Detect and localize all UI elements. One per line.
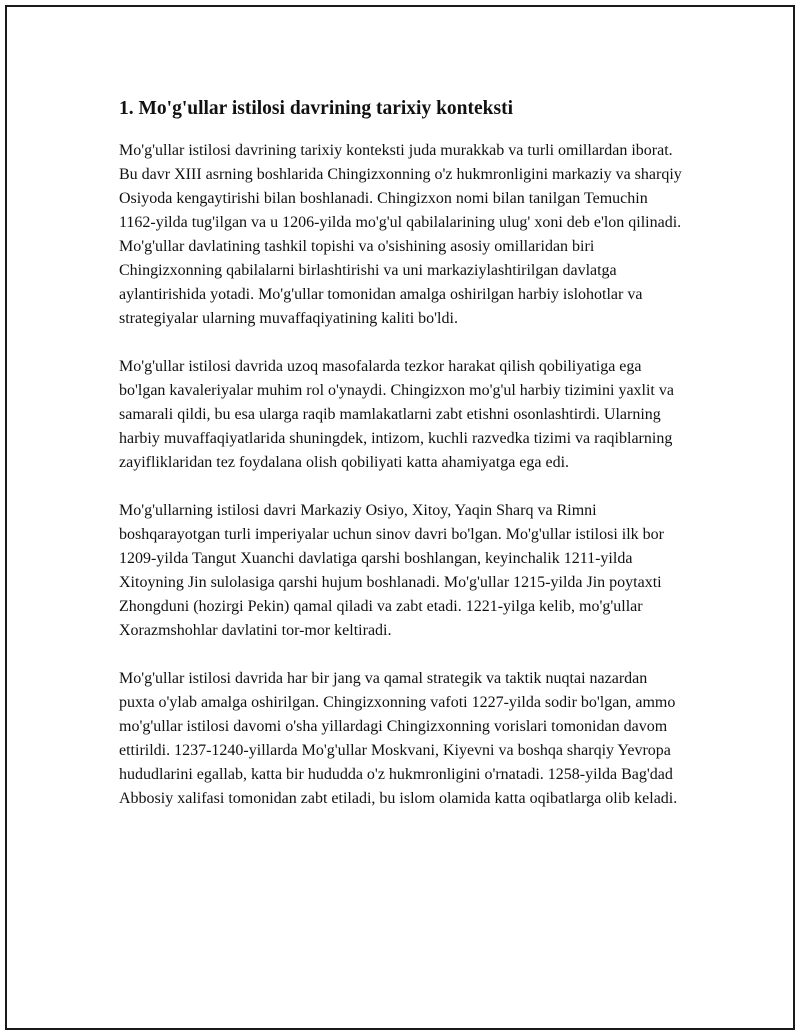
section-title: 1. Mo'g'ullar istilosi davrining tarixiy konteksti <box>119 98 514 119</box>
paragraph-3: Mo'g'ullarning istilosi davri Markaziy Osiyo, Xitoy, Yaqin Sharq va Rimni boshqarayotgan turli imperiyalar uchun sinov davri bo'lgan. Mo'g'ullar istilosi ilk bor 1209-yilda Tangut Xuanchi davlatiga qarshi boshlangan, keyinchalik 1211-yilda Xitoyning Jin sulolasiga qarshi hujum boshlanadi. Mo'g'ullar 1215-yilda Jin poytaxti Zhongduni (hozirgi Pekin) qamal qiladi va zabt etadi. 1221-yilga kelib, mo'g'ullar Xorazmshohlar davlatini tor-mor keltiradi. <box>119 502 664 639</box>
document-page <box>5 5 795 1030</box>
paragraph-4: Mo'g'ullar istilosi davrida har bir jang va qamal strategik va taktik nuqtai nazardan puxta o'ylab amalga oshirilgan. Chingizxonning vafoti 1227-yilda sodir bo'lgan, ammo mo'g'ullar istilosi davomi o'sha yillardagi Chingizxonning vorislari tomonidan davom ettirildi. 1237-1240-yillarda Mo'g'ullar Moskvani, Kiyevni va boshqa sharqiy Yevropa hududlarini egallab, katta bir hududda o'z hukmronligini o'rnatadi. 1258-yilda Bag'dad Abbosiy xalifasi tomonidan zabt etiladi, bu islom olamida katta oqibatlarga olib keladi. <box>119 670 678 807</box>
paragraph-1: Mo'g'ullar istilosi davrining tarixiy konteksti juda murakkab va turli omillardan iborat. Bu davr XIII asrning boshlarida Chingizxonning o'z hukmronligini markaziy va sharqiy Osiyoda kengaytirishi bilan boshlanadi. Chingizxon nomi bilan tanilgan Temuchin 1162-yilda tug'ilgan va u 1206-yilda mo'g'ul qabilalarining ulug' xoni deb e'lon qilinadi. Mo'g'ullar davlatining tashkil topishi va o'sishining asosiy omillaridan biri Chingizxonning qabilalarni birlashtirishi va uni markaziylashtirilgan davlatga aylantirishida yotadi. Mo'g'ullar tomonidan amalga oshirilgan harbiy islohotlar va strategiyalar ularning muvaffaqiyatining kaliti bo'ldi. <box>119 142 682 327</box>
paragraph-2: Mo'g'ullar istilosi davrida uzoq masofalarda tezkor harakat qilish qobiliyatiga ega bo'lgan kavaleriyalar muhim rol o'ynaydi. Chingizxon mo'g'ul harbiy tizimini yaxlit va samarali qildi, bu esa ularga raqib mamlakatlarni zabt etishni osonlashtirdi. Ularning harbiy muvaffaqiyatlarida shuningdek, intizom, kuchli razvedka tizimi va raqiblarning zayifliklaridan tez foydalana olish qobiliyati katta ahamiyatga ega edi. <box>119 358 674 471</box>
document-content <box>119 95 684 835</box>
